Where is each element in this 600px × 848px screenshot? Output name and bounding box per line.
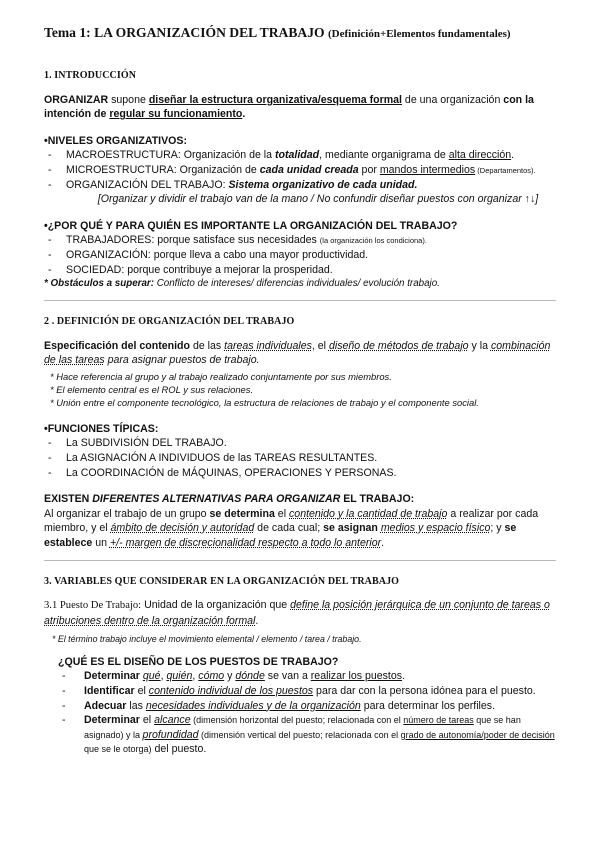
definition-paragraph: Especificación del contenido de las tareas individuales, el diseño de métodos de trabajo y la combinación de las tareas para asignar puestos de trabajo. [44, 339, 551, 367]
note-line: * Hace referencia al grupo y al trabajo realizado conjuntamente por sus miembros. [50, 370, 392, 382]
definition-notes [44, 371, 556, 410]
termino-note: * El término trabajo incluye el movimiento elemental / elemento / tarea / trabajo. [52, 633, 362, 644]
list-item: - La ASIGNACIÓN A INDIVIDUOS de las TAREAS RESULTANTES. [48, 451, 556, 466]
list-item: - ORGANIZACIÓN DEL TRABAJO: Sistema organizativo de cada unidad. [48, 178, 556, 193]
obstaculos-note: * Obstáculos a superar: Conflicto de intereses/ diferencias individuales/ evolución trabajo. [44, 278, 440, 290]
list-item: - TRABAJADORES: porque satisface sus necesidades (la organización los condiciona). [48, 233, 556, 248]
note-line: * Unión entre el componente tecnológico, la estructura de relaciones de trabajo y el componente social. [50, 396, 479, 408]
bracket-note: [Organizar y dividir el trabajo van de la mano / No confundir diseñar puestos con organizar ↑↓] [97, 193, 539, 206]
diseno-list [44, 669, 556, 757]
divider [44, 560, 556, 561]
porque-heading: •¿POR QUÉ Y PARA QUIÉN ES IMPORTANTE LA ORGANIZACIÓN DEL TRABAJO? [44, 219, 458, 232]
divider [44, 300, 556, 301]
existen-paragraph: Al organizar el trabajo de un grupo se determina el contenido y la cantidad de trabajo a realizar por cada miembro, y el ámbito de decisión y autoridad de cada cual; se asignan medios y espacio físico; y se establece un +/- margen de discrecionalidad respecto a todo lo anterior. [44, 507, 539, 549]
puesto-paragraph: 3.1 Puesto De Trabajo: Unidad de la organización que define la posición jerárquica de un conjunto de tareas o atribuciones dentro de la organización formal. [44, 599, 550, 627]
section-1-heading: 1. INTRODUCCIÓN [44, 69, 137, 81]
section-2-heading: 2 . DEFINICIÓN DE ORGANIZACIÓN DEL TRABAJO [44, 315, 295, 327]
funciones-list [44, 436, 556, 480]
diseno-heading: ¿QUÉ ES EL DISEÑO DE LOS PUESTOS DE TRABAJO? [58, 655, 339, 668]
section-3-heading: 3. VARIABLES QUE CONSIDERAR EN LA ORGANIZACIÓN DEL TRABAJO [44, 575, 400, 587]
document-title: Tema 1: LA ORGANIZACIÓN DEL TRABAJO (Definición+Elementos fundamentales) [44, 25, 511, 40]
list-item: - Identificar el contenido individual de los puestos para dar con la persona idónea para el puesto. [62, 684, 556, 699]
list-item: - La SUBDIVISIÓN DEL TRABAJO. [48, 436, 556, 451]
list-item: - SOCIEDAD: porque contribuye a mejorar la prosperidad. [48, 263, 556, 278]
list-item: - Adecuar las necesidades individuales y de la organización para determinar los perfiles. [62, 699, 556, 714]
list-item: - ORGANIZACIÓN: porque lleva a cabo una mayor productividad. [48, 248, 556, 263]
note-line: * El elemento central es el ROL y sus relaciones. [50, 383, 254, 395]
funciones-heading: •FUNCIONES TÍPICAS: [44, 422, 159, 435]
niveles-heading: •NIVELES ORGANIZATIVOS: [44, 134, 188, 147]
niveles-list [44, 148, 556, 192]
list-item: - Determinar el alcance (dimensión horizontal del puesto; relacionada con el número de tareas que se han asignado) y la profundidad (dimensión vertical del puesto; relacionada con el grado de autonomía/poder de decisión que se le otorga) del puesto. [62, 713, 556, 757]
list-item: - La COORDINACIÓN de MÁQUINAS, OPERACIONES Y PERSONAS. [48, 466, 556, 481]
list-item: - MICROESTRUCTURA: Organización de cada unidad creada por mandos intermedios (Departamentos). [48, 163, 556, 178]
intro-paragraph: ORGANIZAR supone diseñar la estructura organizativa/esquema formal de una organización con la intención de regular su funcionamiento. [44, 93, 534, 121]
porque-list [44, 233, 556, 277]
list-item: - MACROESTRUCTURA: Organización de la totalidad, mediante organigrama de alta dirección. [48, 148, 556, 163]
list-item: - Determinar qué, quién, cómo y dónde se van a realizar los puestos. [62, 669, 556, 684]
existen-heading: EXISTEN DIFERENTES ALTERNATIVAS PARA ORGANIZAR EL TRABAJO: [44, 493, 415, 506]
